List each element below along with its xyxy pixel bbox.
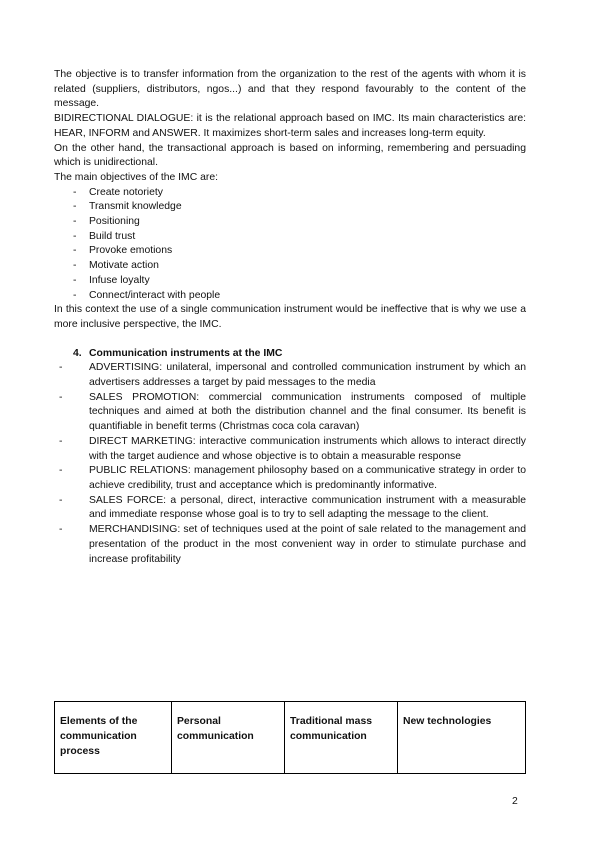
objective-paragraph: The objective is to transfer information from the organization to the rest of the agents with whom it is related (suppliers, distributors, ngos...) and that they respond favourably to the content of the message. [54,69,526,110]
list-item: - SALES FORCE: a personal, direct, interactive communication instrument with a measurable and immediate response whose goal is to try to sell adapting the message to the client. [54,494,526,523]
section-heading [54,347,526,362]
list-item: - Create notoriety [54,186,526,201]
table-header-cell: New technologies [398,702,526,774]
objectives-intro: The main objectives of the IMC are: [54,171,219,183]
body-text [54,68,526,567]
list-item: - SALES PROMOTION: commercial communication instruments composed of multiple techniques and aimed at both the distribution channel and the final consumer. Its benefit is quantifiable in benefit terms (Christmas coca cola caravan) [54,391,526,435]
instruments-list [54,361,526,567]
list-item: - Connect/interact with people [54,289,526,304]
list-item: - Provoke emotions [54,244,526,259]
table-row [55,702,526,774]
section-number: 4. [73,347,82,359]
list-item: - DIRECT MARKETING: interactive communication instruments which allows to interact directly with the target audience and whose objective is to obtain a measurable response [54,435,526,464]
list-item: - MERCHANDISING: set of techniques used at the point of sale related to the management and presentation of the product in the most convenient way in order to stimulate purchase and increase profitability [54,523,526,567]
section-title: Communication instruments at the IMC [89,347,283,359]
transactional-paragraph: On the other hand, the transactional approach is based on informing, remembering and persuading which is unidirectional. [54,142,526,169]
table-header-cell: Elements of the communication process [55,702,172,774]
list-item: - Infuse loyalty [54,274,526,289]
context-paragraph: In this context the use of a single communication instrument would be ineffective that is why we use a more inclusive perspective, the IMC. [54,304,526,330]
table-header-cell: Traditional mass communication [285,702,398,774]
bidirectional-paragraph: BIDIRECTIONAL DIALOGUE: it is the relational approach based on IMC. Its main characteristics are: HEAR, INFORM and ANSWER. It maximizes short-term sales and increases long-term equity. [54,113,526,139]
list-item: - Transmit knowledge [54,200,526,215]
list-item: - Build trust [54,230,526,245]
list-item: - Motivate action [54,259,526,274]
list-item: - PUBLIC RELATIONS: management philosophy based on a communicative strategy in order to achieve credibility, trust and acceptance which is predominantly informative. [54,464,526,493]
list-item: - ADVERTISING: unilateral, impersonal and controlled communication instrument by which an advertisers addresses a target by paid messages to the media [54,361,526,390]
table-header-cell: Personal communication [172,702,285,774]
list-item: - Positioning [54,215,526,230]
objectives-list [54,186,526,304]
communication-table [54,701,526,774]
page-number: 2 [512,796,518,807]
